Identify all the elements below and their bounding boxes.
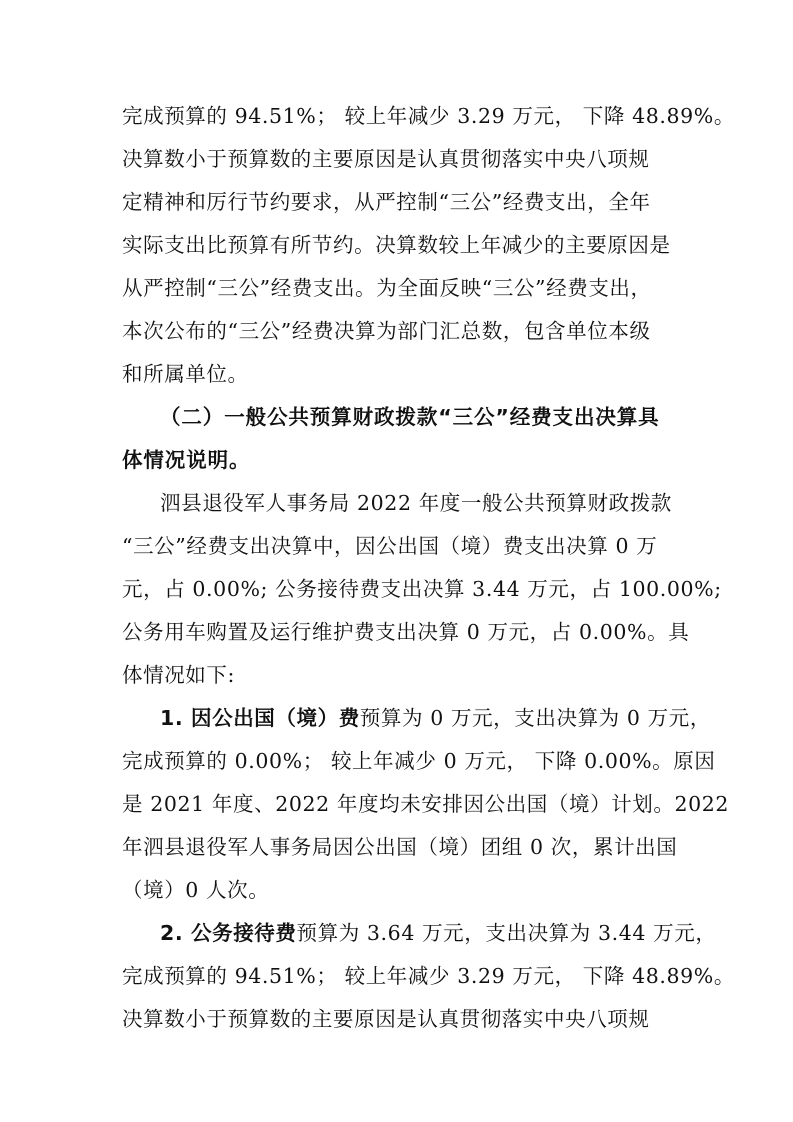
item-1-label: 1. 因公出国（境）费 (160, 706, 360, 730)
section-heading: （二）一般公共预算财政拨款“三公”经费支出决算具 (160, 405, 660, 429)
item-2-text: 预算为 3.64 万元，支出决算为 3.44 万元， (296, 921, 717, 945)
paragraph-line: 本次公布的“三公”经费决算为部门汇总数，包含单位本级 (122, 319, 651, 343)
item-2-label: 2. 公务接待费 (160, 921, 297, 945)
section-heading: 体情况说明。 (122, 448, 251, 472)
paragraph-line: “三公”经费支出决算中，因公出国（境）费支出决算 0 万 (122, 534, 658, 558)
paragraph-line: 是 2021 年度、2022 年度均未安排因公出国（境）计划。2022 (122, 792, 730, 816)
paragraph-line: 完成预算的 94.51%； 较上年减少 3.29 万元， 下降 48.89%。 (122, 104, 735, 128)
paragraph-line: 年泗县退役军人事务局因公出国（境）团组 0 次，累计出国 (122, 835, 678, 859)
paragraph-line: 决算数小于预算数的主要原因是认真贯彻落实中央八项规 (122, 147, 650, 171)
item-1-text: 预算为 0 万元，支出决算为 0 万元， (359, 706, 711, 730)
paragraph-line: 泗县退役军人事务局 2022 年度一般公共预算财政拨款 (160, 491, 672, 515)
paragraph-line: 体情况如下: (122, 663, 236, 687)
paragraph-line: 完成预算的 94.51%； 较上年减少 3.29 万元， 下降 48.89%。 (122, 964, 735, 988)
paragraph-line: 决算数小于预算数的主要原因是认真贯彻落实中央八项规 (122, 1007, 650, 1031)
paragraph-line: 公务用车购置及运行维护费支出决算 0 万元，占 0.00%。具 (122, 620, 690, 644)
paragraph-line: 定精神和厉行节约要求，从严控制“三公”经费支出，全年 (122, 190, 651, 214)
item-2-first-line (160, 918, 717, 948)
item-1-first-line (160, 703, 711, 733)
paragraph-line: 实际支出比预算有所节约。决算数较上年减少的主要原因是 (122, 233, 671, 257)
paragraph-line: 和所属单位。 (122, 362, 249, 386)
paragraph-line: （境）0 人次。 (122, 878, 270, 902)
paragraph-line: 元，占 0.00%; 公务接待费支出决算 3.44 万元，占 100.00%; (122, 577, 722, 601)
paragraph-line: 从严控制“三公”经费支出。为全面反映“三公”经费支出， (122, 276, 652, 300)
paragraph-line: 完成预算的 0.00%； 较上年减少 0 万元， 下降 0.00%。原因 (122, 749, 716, 773)
